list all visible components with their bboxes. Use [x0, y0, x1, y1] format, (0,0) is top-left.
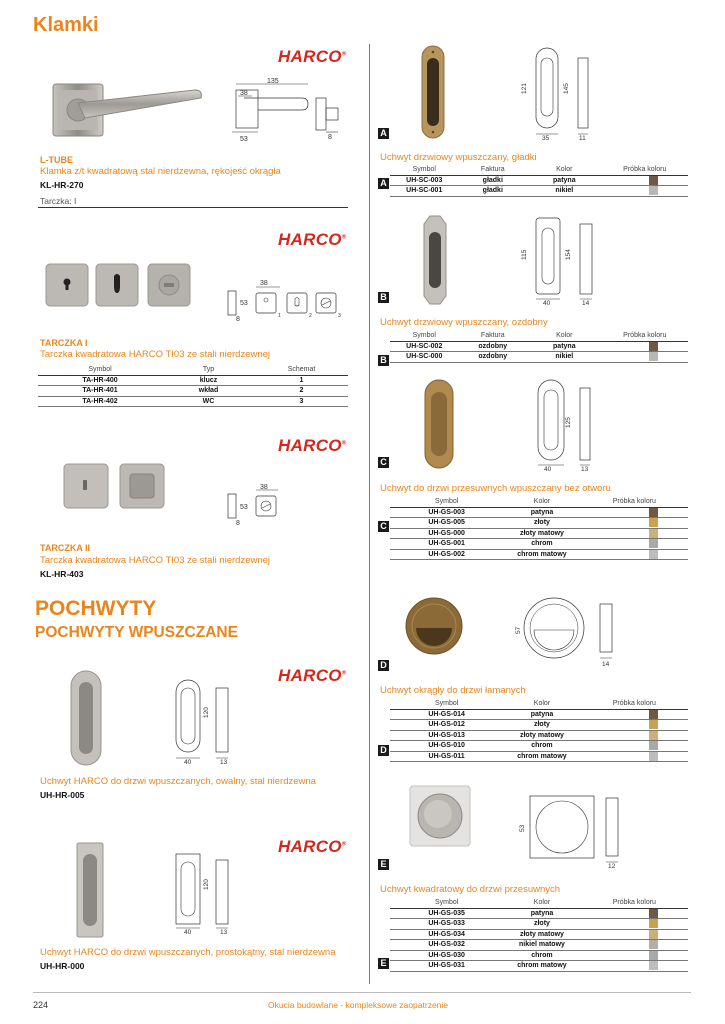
handle-e-diagram	[514, 788, 634, 868]
a-dim-h1: 121	[521, 83, 528, 94]
cell: UH-GS-003	[390, 507, 503, 518]
cell: UH-GS-031	[390, 961, 503, 972]
harco-logo	[278, 837, 347, 857]
section-letter-e: E	[378, 859, 389, 870]
rect-dim-w: 40	[184, 929, 192, 936]
table-row	[390, 929, 688, 940]
cell: chrom	[503, 539, 580, 550]
ltube-handle-photo	[45, 78, 215, 148]
color-swatch-cell	[581, 950, 688, 961]
cell: nikiel	[527, 186, 602, 197]
cell: patyna	[503, 908, 580, 919]
t2-dim-38: 38	[260, 484, 268, 491]
b-dim-w: 40	[543, 300, 551, 306]
cell: UH-GS-012	[390, 720, 503, 731]
table-header	[390, 498, 688, 507]
col-symbol: Symbol	[390, 332, 459, 341]
color-swatch	[649, 741, 658, 750]
handle-a-diagram	[520, 44, 610, 140]
color-swatch-cell	[581, 539, 688, 550]
oval-code: UH-HR-005	[40, 790, 85, 800]
cell: patyna	[527, 175, 602, 186]
ltube-code: KL-HR-270	[40, 180, 84, 190]
tarczka1-table	[38, 366, 348, 407]
color-swatch-cell	[602, 352, 688, 363]
color-swatch	[649, 352, 658, 361]
tarczka1-diagram	[220, 279, 350, 323]
table-row	[390, 741, 688, 752]
section-c-table	[390, 498, 688, 560]
col-schemat: Schemat	[255, 366, 348, 375]
harco-logo-text: HARCO	[278, 230, 342, 249]
table-row	[390, 940, 688, 951]
col-typ: Typ	[162, 366, 255, 375]
e-dim-h: 53	[519, 824, 526, 832]
cell: UH-GS-035	[390, 908, 503, 919]
d-dim-d: 14	[602, 661, 610, 668]
color-swatch-cell	[581, 518, 688, 529]
oval-dim-h: 120	[203, 707, 210, 718]
color-swatch	[649, 529, 658, 538]
t1-dim-53: 53	[240, 300, 248, 307]
a-dim-w: 35	[542, 135, 550, 140]
cell: ozdobny	[459, 341, 528, 352]
cell: 3	[255, 396, 348, 407]
a-dim-d: 11	[579, 135, 586, 140]
d-dim-h: 57	[515, 626, 522, 634]
cell: UH-SC-003	[390, 175, 459, 186]
cell: złoty matowy	[503, 730, 580, 741]
cell: UH-GS-034	[390, 929, 503, 940]
cell: nikiel	[527, 352, 602, 363]
table-row	[390, 352, 688, 363]
harco-logo-text: HARCO	[278, 436, 342, 455]
table-header	[390, 899, 688, 908]
cell: UH-GS-002	[390, 549, 503, 560]
oval-dim-d: 13	[220, 759, 228, 764]
section-letter-a: A	[378, 128, 389, 139]
footer-text: Okucia budowlane - kompleksowe zaopatrzenie	[268, 1000, 449, 1010]
table-row	[390, 539, 688, 550]
cell: złoty	[503, 919, 580, 930]
color-swatch	[649, 539, 658, 548]
cell: patyna	[503, 507, 580, 518]
tarczka1-description: Tarczka kwadratowa HARCO TI03 ze stali nierdzewnej	[40, 349, 271, 360]
rect-dim-h: 120	[203, 879, 210, 890]
cell: UH-SC-000	[390, 352, 459, 363]
section-d-title: Uchwyt okrągły do drzwi łamanych	[380, 685, 526, 696]
col-probka: Próbka koloru	[581, 700, 688, 709]
color-swatch	[649, 550, 658, 559]
cell: złoty	[503, 518, 580, 529]
section-e-title: Uchwyt kwadratowy do drzwi przesuwnych	[380, 884, 561, 895]
b-dim-h2: 154	[565, 249, 572, 260]
table-row	[390, 518, 688, 529]
cell: UH-GS-030	[390, 950, 503, 961]
cell: UH-GS-032	[390, 940, 503, 951]
handle-d-photo	[402, 594, 466, 658]
col-faktura: Faktura	[459, 166, 528, 175]
table-row	[390, 709, 688, 720]
c-dim-w: 40	[544, 466, 552, 472]
harco-reg-mark: ®	[341, 234, 347, 241]
cell: UH-GS-010	[390, 741, 503, 752]
e-dim-d: 12	[608, 863, 616, 868]
column-divider	[369, 44, 370, 984]
section-c-title: Uchwyt do drzwi przesuwnych wpuszczany bez otworu	[380, 483, 611, 494]
color-swatch-cell	[581, 507, 688, 518]
harco-logo-text: HARCO	[278, 837, 342, 856]
section-letter-e-table: E	[378, 958, 389, 969]
c-dim-h: 125	[565, 417, 572, 428]
handle-a-photo	[418, 44, 448, 140]
section-b-table	[390, 332, 688, 363]
color-swatch-cell	[602, 341, 688, 352]
cell: patyna	[527, 341, 602, 352]
t2-dim-53: 53	[240, 504, 248, 511]
cell: UH-GS-033	[390, 919, 503, 930]
section-b-title: Uchwyt drzwiowy wpuszczany, ozdobny	[380, 317, 548, 328]
ltube-dim-135: 135	[267, 78, 279, 85]
rect-handle-photo	[74, 840, 106, 940]
cell: chrom	[503, 741, 580, 752]
table-header	[390, 700, 688, 709]
section-letter-b-table: B	[378, 355, 389, 366]
tarczka1-title: TARCZKA I	[40, 338, 88, 348]
table-row	[390, 507, 688, 518]
table-row	[390, 950, 688, 961]
harco-logo-text: HARCO	[278, 47, 342, 66]
section-letter-c: C	[378, 457, 389, 468]
page-number: 224	[33, 1000, 49, 1010]
table-row	[38, 386, 348, 397]
cell: gładki	[459, 186, 528, 197]
table-header	[390, 166, 688, 175]
tarczka1-photo	[44, 262, 194, 310]
section-letter-b: B	[378, 292, 389, 303]
section-letter-c-table: C	[378, 521, 389, 532]
cell: złoty matowy	[503, 528, 580, 539]
ltube-dim-8: 8	[328, 134, 332, 141]
color-swatch-cell	[581, 720, 688, 731]
handle-d-diagram	[512, 592, 632, 670]
color-swatch	[649, 919, 658, 928]
tarczka2-code: KL-HR-403	[40, 569, 84, 579]
color-swatch	[649, 518, 658, 527]
table-row	[38, 375, 348, 386]
cell: chrom matowy	[503, 961, 580, 972]
color-swatch-cell	[581, 908, 688, 919]
t1-scheme-2: 2	[309, 313, 312, 319]
harco-reg-mark: ®	[341, 51, 347, 58]
rect-code: UH-HR-000	[40, 961, 85, 971]
handle-b-diagram	[514, 214, 614, 306]
section-a-title: Uchwyt drzwiowy wpuszczany, gładki	[380, 152, 537, 163]
b-dim-h1: 115	[521, 249, 528, 260]
color-swatch-cell	[581, 940, 688, 951]
t2-dim-8: 8	[236, 520, 240, 527]
color-swatch-cell	[581, 741, 688, 752]
section-e-table	[390, 899, 688, 972]
section-title-pochwyty: POCHWYTY	[35, 597, 157, 620]
cell: chrom matowy	[503, 751, 580, 762]
cell: patyna	[503, 709, 580, 720]
t1-scheme-1: 1	[278, 313, 281, 319]
divider	[38, 207, 348, 208]
table-row	[390, 528, 688, 539]
harco-logo	[278, 666, 347, 686]
rect-dim-d: 13	[220, 929, 228, 936]
color-swatch-cell	[581, 919, 688, 930]
ltube-title: L-TUBE	[40, 155, 73, 165]
color-swatch	[649, 186, 658, 195]
oval-description: Uchwyt HARCO do drzwi wpuszczanych, owalny, stal nierdzewna	[40, 776, 316, 787]
col-faktura: Faktura	[459, 332, 528, 341]
cell: chrom	[503, 950, 580, 961]
table-row	[38, 396, 348, 407]
rect-description: Uchwyt HARCO do drzwi wpuszczanych, prostokątny, stal nierdzewna	[40, 947, 336, 958]
color-swatch-cell	[581, 528, 688, 539]
color-swatch	[649, 508, 658, 517]
cell: wkład	[162, 386, 255, 397]
cell: UH-GS-005	[390, 518, 503, 529]
col-kolor: Kolor	[527, 166, 602, 175]
section-letter-d-table: D	[378, 745, 389, 756]
tarczka2-photo	[62, 462, 172, 512]
cell: TA-HR-400	[38, 375, 162, 386]
harco-logo-text: HARCO	[278, 666, 342, 685]
cell: UH-GS-013	[390, 730, 503, 741]
ltube-dim-38: 38	[240, 90, 248, 97]
cell: TA-HR-402	[38, 396, 162, 407]
table-header	[38, 366, 348, 375]
cell: UH-SC-002	[390, 341, 459, 352]
table-row	[390, 720, 688, 731]
color-swatch-cell	[581, 961, 688, 972]
cell: TA-HR-401	[38, 386, 162, 397]
color-swatch	[649, 342, 658, 351]
table-row	[390, 186, 688, 197]
color-swatch-cell	[602, 186, 688, 197]
color-swatch	[649, 752, 658, 761]
col-symbol: Symbol	[390, 498, 503, 507]
color-swatch	[649, 909, 658, 918]
col-symbol: Symbol	[38, 366, 162, 375]
b-dim-d: 14	[582, 300, 590, 306]
col-probka: Próbka koloru	[581, 498, 688, 507]
tarczka2-title: TARCZKA II	[40, 543, 90, 553]
handle-b-photo	[418, 214, 452, 306]
harco-reg-mark: ®	[341, 841, 347, 848]
rect-handle-diagram	[168, 846, 248, 936]
ltube-dim-53: 53	[240, 136, 248, 143]
cell: złoty	[503, 720, 580, 731]
color-swatch-cell	[602, 175, 688, 186]
table-row	[390, 175, 688, 186]
col-symbol: Symbol	[390, 899, 503, 908]
cell: 2	[255, 386, 348, 397]
handle-c-diagram	[530, 376, 600, 472]
cell: klucz	[162, 375, 255, 386]
harco-logo	[278, 436, 347, 456]
cell: chrom matowy	[503, 549, 580, 560]
cell: UH-GS-001	[390, 539, 503, 550]
cell: złoty matowy	[503, 929, 580, 940]
harco-logo	[278, 47, 347, 67]
color-swatch	[649, 710, 658, 719]
tarczka2-diagram	[220, 484, 290, 528]
tarczka2-description: Tarczka kwadratowa HARCO TI03 ze stali nierdzewnej	[40, 555, 271, 566]
harco-reg-mark: ®	[341, 670, 347, 677]
a-dim-h2: 145	[563, 83, 570, 94]
col-kolor: Kolor	[503, 498, 580, 507]
cell: UH-GS-014	[390, 709, 503, 720]
oval-handle-diagram	[168, 672, 248, 764]
t1-dim-8: 8	[236, 316, 240, 323]
color-swatch	[649, 176, 658, 185]
color-swatch	[649, 930, 658, 939]
col-kolor: Kolor	[503, 700, 580, 709]
section-letter-d: D	[378, 660, 389, 671]
color-swatch	[649, 720, 658, 729]
color-swatch-cell	[581, 929, 688, 940]
cell: UH-SC-001	[390, 186, 459, 197]
color-swatch-cell	[581, 751, 688, 762]
t1-dim-38: 38	[260, 280, 268, 287]
footer-rule	[33, 992, 691, 993]
t1-scheme-3: 3	[338, 313, 341, 319]
table-row	[390, 341, 688, 352]
page-title: Klamki	[33, 14, 99, 36]
color-swatch	[649, 961, 658, 970]
table-row	[390, 908, 688, 919]
cell: WC	[162, 396, 255, 407]
col-symbol: Symbol	[390, 700, 503, 709]
handle-c-photo	[422, 378, 456, 470]
table-row	[390, 961, 688, 972]
oval-handle-photo	[68, 668, 104, 768]
cell: UH-GS-000	[390, 528, 503, 539]
cell: gładki	[459, 175, 528, 186]
c-dim-d: 13	[581, 466, 589, 472]
col-kolor: Kolor	[503, 899, 580, 908]
col-kolor: Kolor	[527, 332, 602, 341]
cell: nikiel matowy	[503, 940, 580, 951]
section-letter-a-table: A	[378, 178, 389, 189]
cell: ozdobny	[459, 352, 528, 363]
oval-dim-w: 40	[184, 759, 192, 764]
cell: 1	[255, 375, 348, 386]
color-swatch	[649, 940, 658, 949]
table-row	[390, 730, 688, 741]
ltube-note: Tarczka: I	[40, 196, 77, 206]
ltube-description: Klamka z/t kwadratową stal nierdzewna, rękojeść okrągła	[40, 166, 281, 177]
table-row	[390, 919, 688, 930]
color-swatch-cell	[581, 549, 688, 560]
handle-e-photo	[408, 784, 472, 848]
harco-reg-mark: ®	[341, 440, 347, 447]
color-swatch-cell	[581, 730, 688, 741]
section-subtitle-pochwyty: POCHWYTY WPUSZCZANE	[35, 624, 238, 641]
cell: UH-GS-011	[390, 751, 503, 762]
col-probka: Próbka koloru	[602, 166, 688, 175]
color-swatch	[649, 731, 658, 740]
harco-logo	[278, 230, 347, 250]
ltube-diagram	[222, 76, 347, 148]
col-probka: Próbka koloru	[581, 899, 688, 908]
table-row	[390, 751, 688, 762]
color-swatch	[649, 951, 658, 960]
col-symbol: Symbol	[390, 166, 459, 175]
section-a-table	[390, 166, 688, 197]
color-swatch-cell	[581, 709, 688, 720]
section-d-table	[390, 700, 688, 762]
col-probka: Próbka koloru	[602, 332, 688, 341]
table-row	[390, 549, 688, 560]
table-header	[390, 332, 688, 341]
